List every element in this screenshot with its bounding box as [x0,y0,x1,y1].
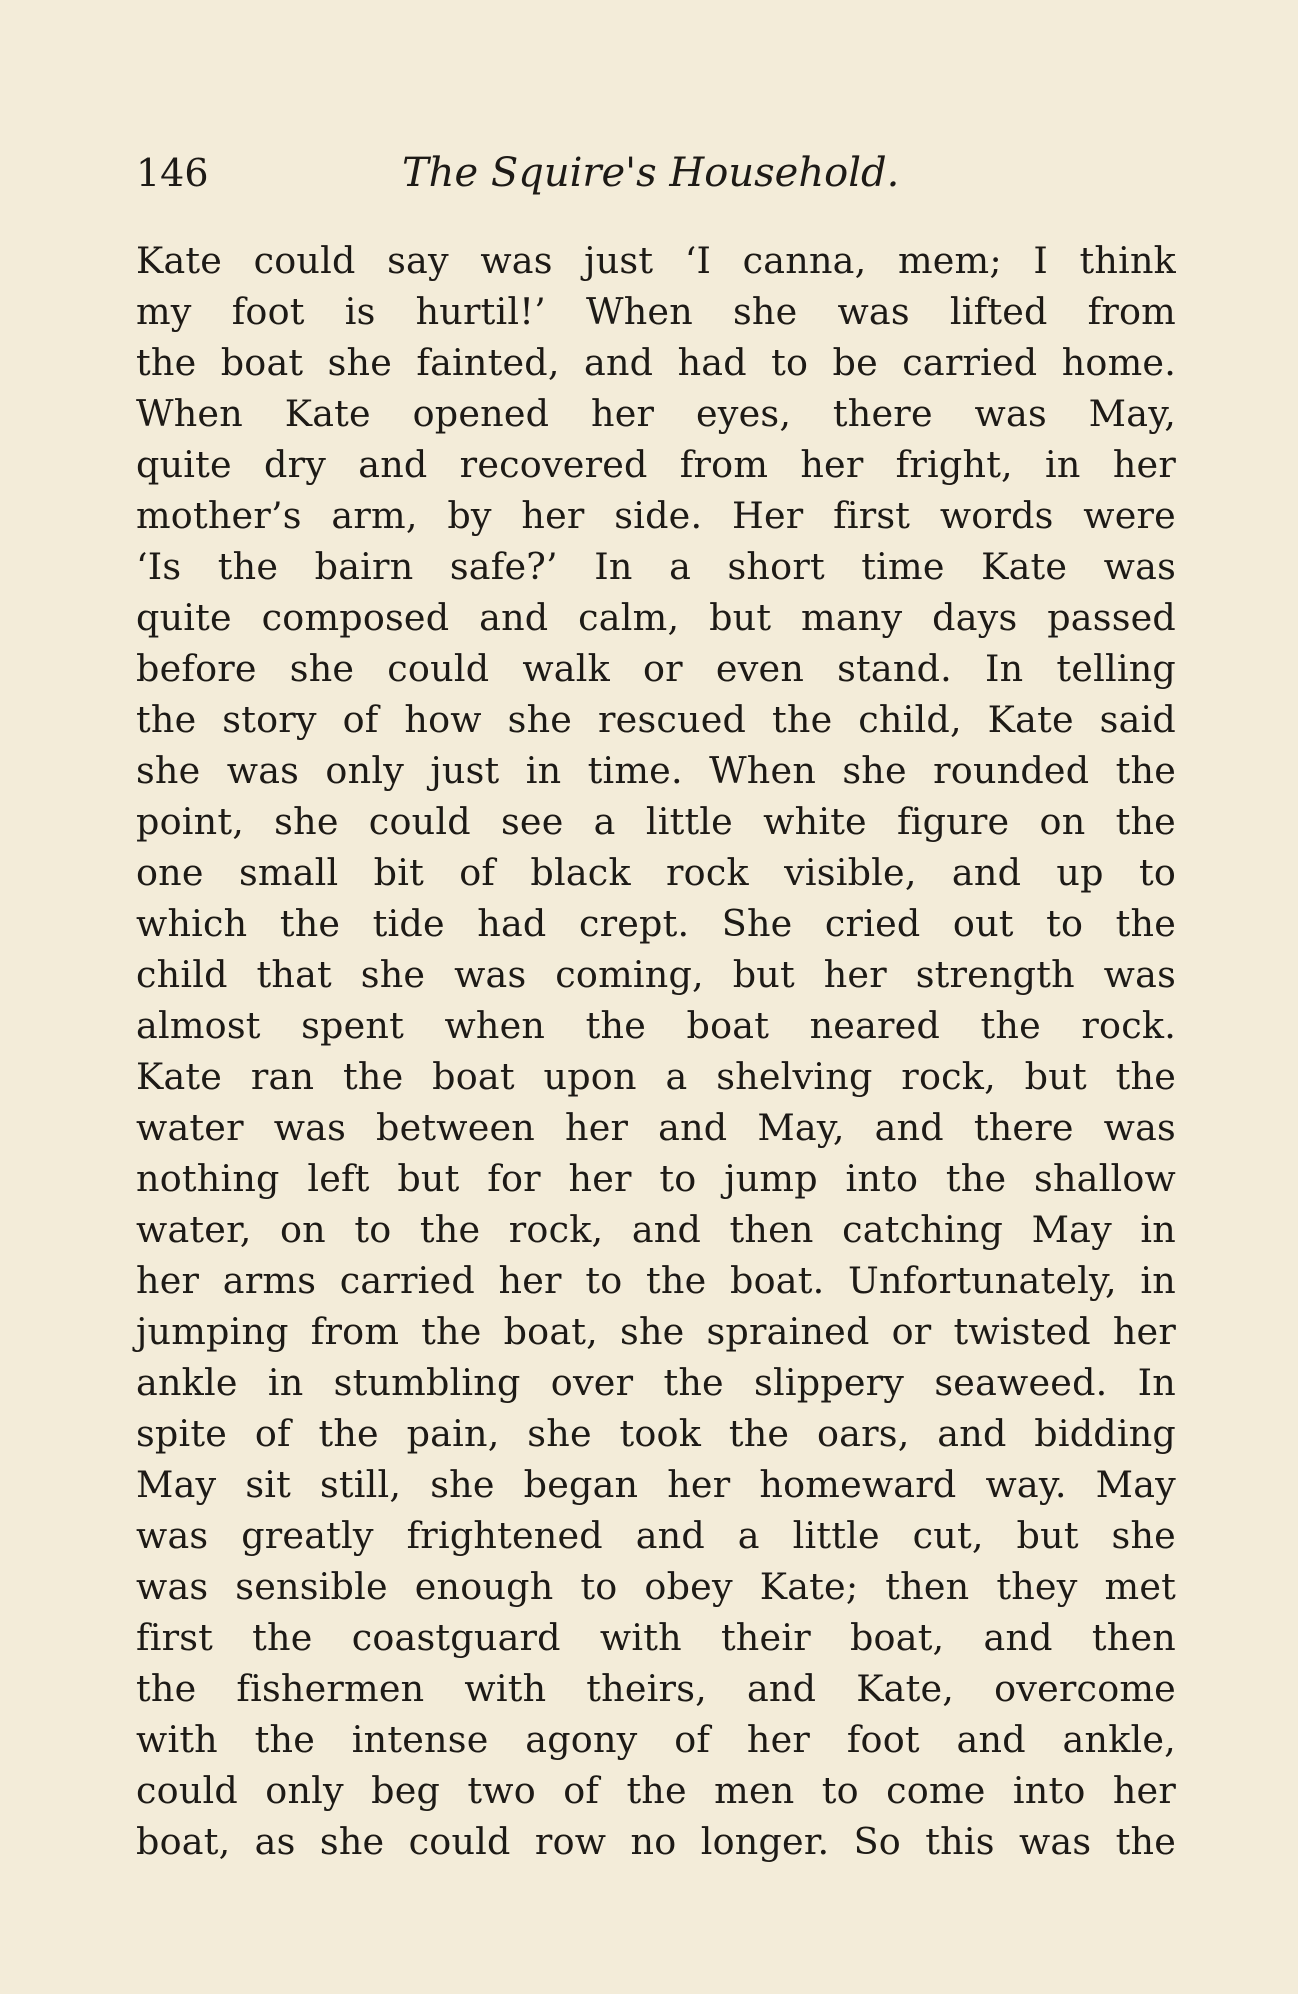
text-line: she was only just in time. When she rounded the [136,749,1176,792]
text-line: May sit still, she began her homeward way. May [136,1463,1176,1506]
text-line: ‘Is the bairn safe?’ In a short time Kate was [136,545,1176,588]
text-line: one small bit of black rock visible, and up to [136,851,1176,894]
page-header [136,148,1176,208]
running-title: The Squire's Household. [402,150,900,196]
text-line: spite of the pain, she took the oars, and bidding [136,1412,1176,1455]
text-line: When Kate opened her eyes, there was May, [136,392,1176,435]
text-line: Kate could say was just ‘I canna, mem; I think [136,239,1176,282]
text-line: the boat she fainted, and had to be carried home. [136,341,1176,384]
text-line: quite dry and recovered from her fright, in her [136,443,1176,486]
text-line: the fishermen with theirs, and Kate, overcome [136,1667,1176,1710]
text-line: was sensible enough to obey Kate; then they met [136,1565,1176,1608]
text-line: jumping from the boat, she sprained or twisted her [136,1310,1176,1353]
text-line: before she could walk or even stand. In telling [136,647,1176,690]
text-line: point, she could see a little white figure on the [136,800,1176,843]
text-line: with the intense agony of her foot and ankle, [136,1718,1176,1761]
text-line: the story of how she rescued the child, Kate said [136,698,1176,741]
text-line: could only beg two of the men to come into her [136,1769,1176,1812]
text-line: which the tide had crept. She cried out to the [136,902,1176,945]
text-line: was greatly frightened and a little cut, but she [136,1514,1176,1557]
text-line: Kate ran the boat upon a shelving rock, but the [136,1055,1176,1098]
text-line: her arms carried her to the boat. Unfortunately, in [136,1259,1176,1302]
text-line: nothing left but for her to jump into the shallow [136,1157,1176,1200]
body-text [136,235,1176,1867]
text-line: water was between her and May, and there was [136,1106,1176,1149]
text-line: my foot is hurtil!’ When she was lifted from [136,290,1176,333]
page-number: 146 [136,151,209,195]
text-line: mother’s arm, by her side. Her first words were [136,494,1176,537]
text-line: almost spent when the boat neared the rock. [136,1004,1176,1047]
text-line: quite composed and calm, but many days passed [136,596,1176,639]
text-line: boat, as she could row no longer. So this was the [136,1820,1176,1863]
text-line: first the coastguard with their boat, and then [136,1616,1176,1659]
text-line: ankle in stumbling over the slippery seaweed. In [136,1361,1176,1404]
text-line: child that she was coming, but her strength was [136,953,1176,996]
text-line: water, on to the rock, and then catching May in [136,1208,1176,1251]
